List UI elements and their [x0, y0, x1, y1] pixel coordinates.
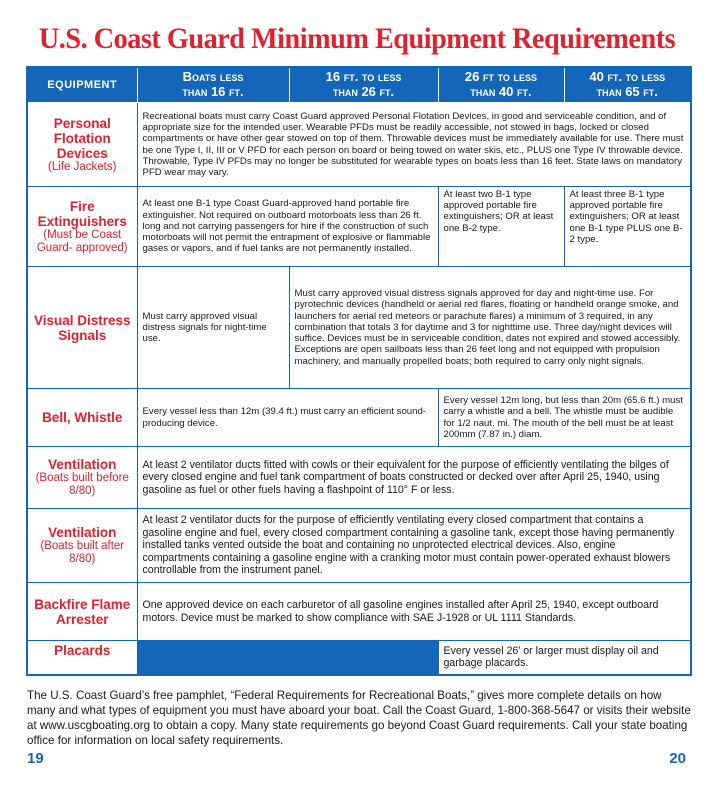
header-col-26-40-line1: 26 ft to less: [464, 69, 538, 84]
vent-after-sublabel: (Boats built after 8/80): [40, 540, 125, 565]
vent-before-sublabel: (Boats built before 8/80): [35, 472, 129, 497]
bell-label: Bell, Whistle: [42, 410, 123, 425]
table-row-vent-before: [27, 447, 691, 509]
visual-requirement-16-65: Must carry approved visual distress signals approved for day and night-time use. For pyrotechnic devices (handheld or aerial red flares, floating or handheld orange smoke, and launchers for aerial red meteors or parachute flares) a minimum of 3 required, in any combination that totals 3 for daytime and 3 for nighttime use. Three day/night devices will suffice. Devices must be in serviceable condition, dates not expired and stowed accessibly. Exceptions are open sailboats less than 26 feet long and not equipped with propulsion machinery, and manually propelled boats; both required to carry only night signals.: [289, 267, 691, 389]
header-col-40-65-line1: 40 ft. to less: [589, 69, 666, 84]
table-row-pfd: [27, 103, 691, 187]
row-label-vent-after: [27, 509, 137, 583]
vent-after-requirement: At least 2 ventilator ducts for the purpose of efficiently ventilating every closed compartment that contains a gasoline engine and fuel, every closed compartment containing a gasoline tank, except those having permanently installed tanks vented outside the boat and containing no unprotected electrical devices. Also, engine compartments containing a gasoline engine with a cranking motor must contain power-operated exhaust blowers controllable from the instrument panel.: [137, 509, 691, 583]
page-title: U.S. Coast Guard Minimum Equipment Requirements: [38, 22, 676, 55]
fire-requirement-under-26: At least one B-1 type Coast Guard-approved hand portable fire extinguisher. Not required on outboard motorboats less than 26 ft. long and not carrying passengers for hire if the construction of such motorboats will not permit the entrapment of explosive or flammable gases or vapors, and if fuel tanks are not permanently installed.: [137, 187, 438, 267]
row-label-bell: [27, 389, 137, 447]
header-equipment: EQUIPMENT: [27, 67, 137, 103]
table-row-fire: [27, 187, 691, 267]
header-col-40-65-line2: than 65 ft.: [596, 84, 658, 99]
table-row-bell: [27, 389, 691, 447]
pfd-label: Personal Flotation Devices: [53, 115, 111, 161]
fire-requirement-40-65: At least three B-1 type approved portable fire extinguishers; OR at least one B-1 type PLUS one B-2 type.: [564, 187, 691, 267]
table-row-backfire: [27, 583, 691, 641]
equipment-requirements-table: [26, 66, 692, 676]
header-col-40-65: [564, 67, 691, 103]
visual-label: Visual Distress Signals: [33, 312, 131, 343]
page-number-right: 20: [669, 750, 686, 767]
table-row-visual: [27, 267, 691, 389]
fire-sublabel: (Must be Coast Guard- approved): [36, 228, 128, 254]
footer-note: The U.S. Coast Guard’s free pamphlet, “Federal Requirements for Recreational Boats,” gives more complete details on how many and what types of equipment you must have aboard your boat. Call the Coast Guard, 1-800-368-5647 or visits their website at www.uscgboating.org to obtain a copy. Many state requirements go beyond Coast Guard requirements. Call your state boating office for information on local safety requirements.: [27, 689, 691, 747]
header-col-under-16-line2: than 16 ft.: [182, 84, 244, 99]
bell-requirement-12-20m: Every vessel 12m long, but less than 20m (65.6 ft.) must carry a whistle and a bell. The whistle must be audible for 1/2 naut. mi. The mouth of the bell must be at least 200mm (7.87 in.) diam.: [438, 389, 691, 447]
pfd-sublabel: (Life Jackets): [48, 160, 117, 173]
vent-after-label: Ventilation: [48, 525, 117, 540]
bell-requirement-under-12m: Every vessel less than 12m (39.4 ft.) must carry an efficient sound-producing device.: [137, 389, 438, 447]
pfd-requirement: Recreational boats must carry Coast Guard approved Personal Flotation Devices, in good and serviceable condition, and of appropriate size for the intended user. Wearable PFDs must be readily accessible, not stowed in bags, locked or closed compartments or have other gear stowed on top of them. Throwable devices must be immediately available for use. There must be one Type I, II, III or V PFD for each person on board or being towed on water skis, etc., PLUS one Type IV throwable device. Throwable, Type IV PFDs may no longer be substituted for wearable types on boats less than 16 feet. State laws on mandatory PFD wear may vary.: [137, 103, 691, 187]
row-label-backfire: [27, 583, 137, 641]
row-label-pfd: [27, 103, 137, 187]
fire-label: Fire Extinguishers: [37, 198, 127, 229]
visual-requirement-under-16: Must carry approved visual distress signals for night-time use.: [137, 267, 289, 389]
table-header-row: [27, 67, 691, 103]
header-col-16-26: [289, 67, 438, 103]
placards-requirement: Every vessel 26' or larger must display oil and garbage placards.: [438, 641, 691, 675]
row-label-visual: [27, 267, 137, 389]
header-col-16-26-line1: 16 ft. to less: [325, 69, 402, 84]
header-col-16-26-line2: than 26 ft.: [332, 84, 395, 99]
backfire-label: Backfire Flame Arrester: [34, 596, 131, 627]
backfire-requirement: One approved device on each carburetor of all gasoline engines installed after April 25, 1940, except outboard motors. Device must be marked to show compliance with SAE J-1928 or UL 1111 Standards.: [137, 583, 691, 641]
vent-before-requirement: At least 2 ventilator ducts fitted with cowls or their equivalent for the purpose of efficiently ventilating the bilges of every closed engine and fuel tank compartment of boats constructed or decked over after April 25, 1940, using gasoline as fuel or other fuels having a flashpoint of 110° F or less.: [137, 447, 691, 509]
vent-before-label: Ventilation: [48, 457, 117, 472]
header-col-under-16: [137, 67, 289, 103]
placards-not-required-fill: [137, 641, 438, 675]
row-label-vent-before: [27, 447, 137, 509]
row-label-fire: [27, 187, 137, 267]
header-col-26-40-line2: than 40 ft.: [470, 84, 532, 99]
header-col-26-40: [438, 67, 564, 103]
table-row-placards: [27, 641, 691, 675]
placards-label: Placards: [54, 643, 111, 658]
header-col-under-16-line1: Boats less: [182, 69, 244, 84]
row-label-placards: [27, 641, 137, 675]
page-number-left: 19: [27, 750, 44, 767]
table-row-vent-after: [27, 509, 691, 583]
fire-requirement-26-40: At least two B-1 type approved portable fire extinguishers; OR at least one B-2 type.: [438, 187, 564, 267]
